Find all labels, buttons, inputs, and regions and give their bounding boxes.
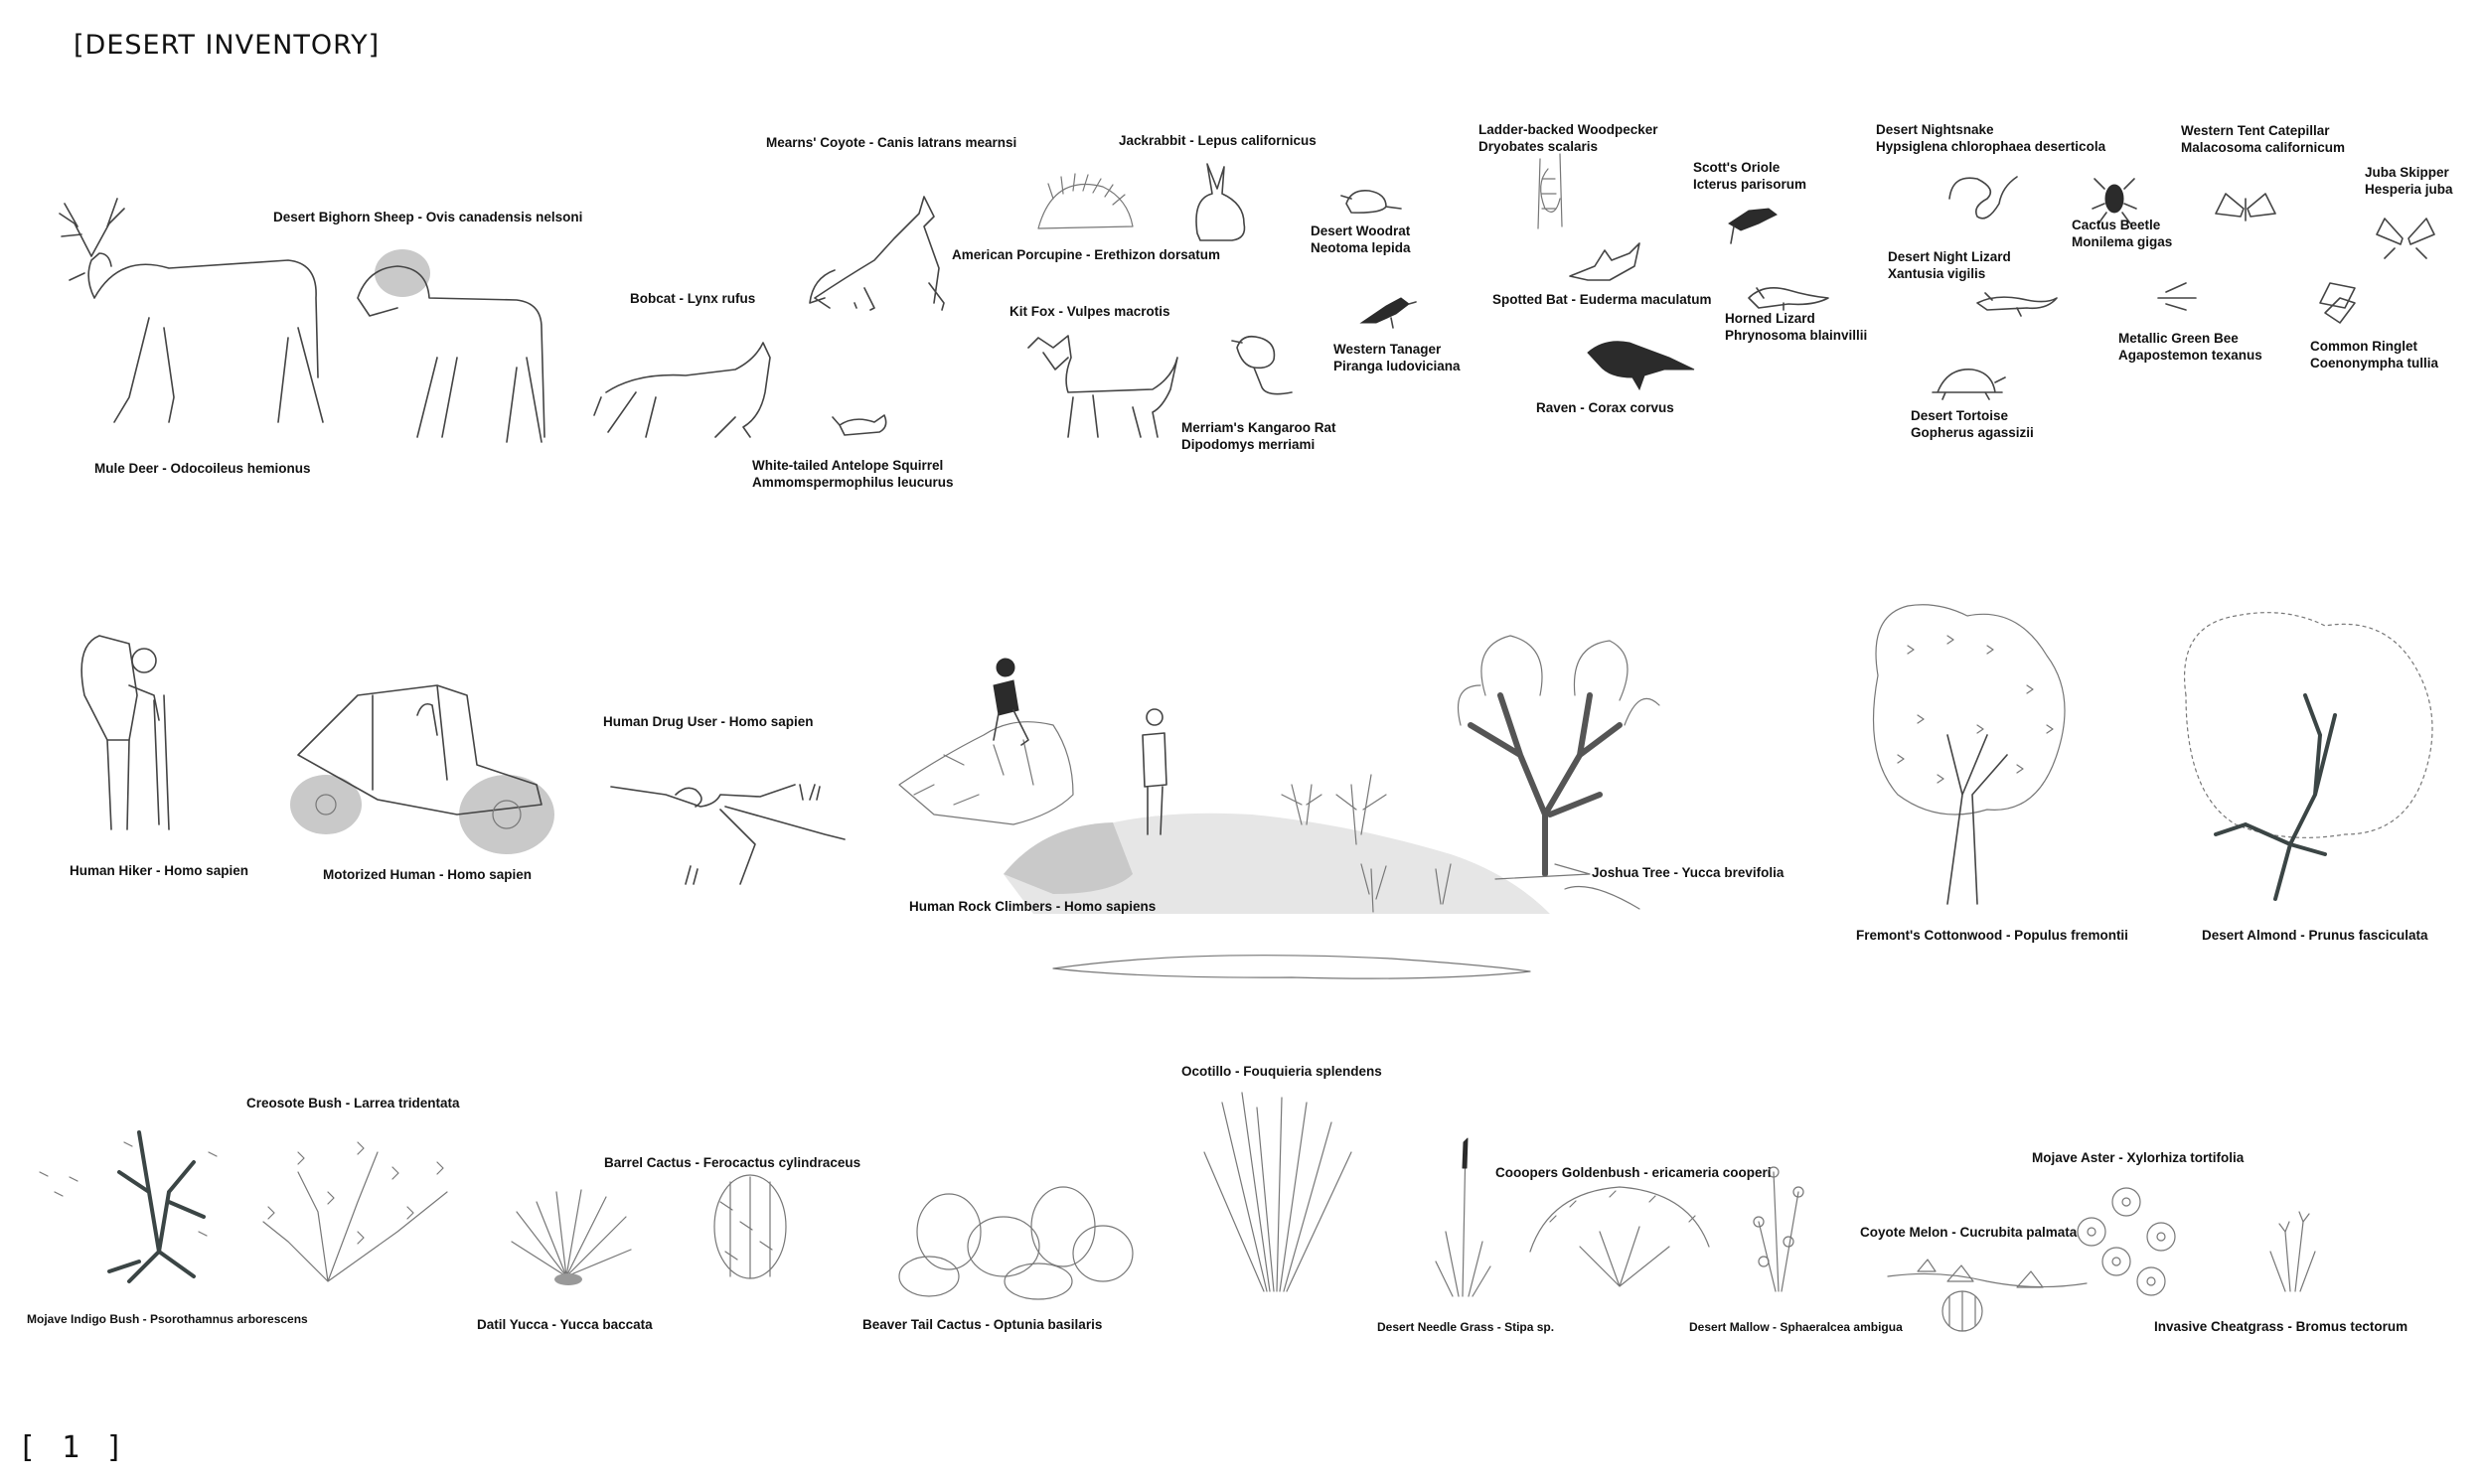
label-tanager-latin: Piranga ludoviciana [1333,359,1461,373]
jackrabbit-drawing [1196,164,1245,240]
label-cactus-beetle [2072,217,2172,250]
label-night-lizard-common: Desert Night Lizard [1888,249,2011,264]
label-common-ringlet-common: Common Ringlet [2310,339,2417,354]
tent-caterpillar-drawing [2216,194,2275,221]
label-kangaroo-rat-common: Merriam's Kangaroo Rat [1181,420,1336,435]
label-woodrat-common: Desert Woodrat [1311,223,1411,238]
label-nightsnake [1876,121,2105,155]
label-bighorn-sheep: Desert Bighorn Sheep - Ovis canadensis nelsoni [273,210,583,224]
label-hiker: Human Hiker - Homo sapien [70,863,249,878]
label-coyote-melon: Coyote Melon - Cucrubita palmata [1860,1225,2078,1240]
bobcat-drawing [594,343,770,437]
label-mojave-aster: Mojave Aster - Xylorhiza tortifolia [2032,1150,2245,1165]
drug-user-drawing [611,785,845,884]
creosote-drawing [263,1142,447,1281]
scotts-oriole-drawing [1729,209,1777,243]
antelope-squirrel-drawing [833,415,886,435]
label-common-ringlet-latin: Coenonympha tullia [2310,356,2439,371]
label-horned-lizard-latin: Phrynosoma blainvillii [1725,328,1868,343]
beaver-tail-drawing [899,1187,1133,1299]
label-tent-caterpillar-latin: Malacosoma californicum [2181,140,2346,155]
label-tortoise [1911,407,2034,441]
label-desert-almond: Desert Almond - Prunus fasciculata [2202,928,2428,943]
label-ocotillo: Ocotillo - Fouquieria splendens [1181,1064,1382,1079]
label-horned-lizard [1725,310,1867,344]
spotted-bat-drawing [1570,243,1639,280]
label-tanager-common: Western Tanager [1333,342,1442,357]
label-mallow: Desert Mallow - Sphaeralcea ambigua [1689,1320,1903,1334]
label-drug-user: Human Drug User - Homo sapien [603,714,814,729]
page-number: [ 1 ] [18,1430,128,1465]
needle-grass-drawing [1436,1138,1490,1296]
label-beaver-tail: Beaver Tail Cactus - Optunia basilaris [862,1317,1103,1332]
label-antelope-squirrel-common: White-tailed Antelope Squirrel [752,458,944,473]
coyote-drawing [810,197,944,310]
ocotillo-drawing [1204,1093,1351,1291]
label-antelope-squirrel-latin: Ammomspermophilus leucurus [752,475,954,490]
woodrat-drawing [1341,191,1401,213]
horned-lizard-drawing [1749,288,1828,310]
label-coyote: Mearns' Coyote - Canis latrans mearnsi [766,135,1017,150]
label-common-ringlet [2310,338,2438,371]
label-cottonwood: Fremont's Cottonwood - Populus fremontii [1856,928,2128,943]
label-night-lizard-latin: Xantusia vigilis [1888,266,1986,281]
label-green-bee-common: Metallic Green Bee [2118,331,2239,346]
desert-almond-drawing [2185,613,2432,899]
label-bobcat: Bobcat - Lynx rufus [630,291,756,306]
label-barrel-cactus: Barrel Cactus - Ferocactus cylindraceus [604,1155,861,1170]
label-oriole [1693,159,1806,193]
label-rock-climbers: Human Rock Climbers - Homo sapiens [909,899,1157,914]
label-tent-caterpillar-common: Western Tent Catepillar [2181,123,2330,138]
label-cactus-beetle-common: Cactus Beetle [2072,218,2161,232]
label-spotted-bat: Spotted Bat - Euderma maculatum [1492,292,1712,307]
cheatgrass-drawing [2270,1212,2315,1291]
label-porcupine: American Porcupine - Erethizon dorsatum [952,247,1221,262]
label-green-bee [2118,330,2262,364]
label-cheatgrass: Invasive Cheatgrass - Bromus tectorum [2154,1319,2408,1334]
label-woodpecker-common: Ladder-backed Woodpecker [1478,122,1658,137]
label-goldenbush: Cooopers Goldenbush - ericameria cooperi [1495,1165,1772,1180]
datil-yucca-drawing [512,1190,631,1285]
porcupine-drawing [1038,174,1133,228]
label-joshua-tree: Joshua Tree - Yucca brevifolia [1592,865,1785,880]
label-tortoise-common: Desert Tortoise [1911,408,2009,423]
hiker-drawing [81,636,169,829]
label-needle-grass: Desert Needle Grass - Stipa sp. [1377,1320,1555,1334]
label-datil-yucca: Datil Yucca - Yucca baccata [477,1317,653,1332]
cottonwood-drawing [1874,605,2066,904]
label-creosote: Creosote Bush - Larrea tridentata [246,1096,460,1111]
label-juba-skipper-common: Juba Skipper [2365,165,2449,180]
bighorn-sheep-drawing [358,249,544,442]
mojave-aster-drawing [2078,1188,2175,1295]
label-oriole-latin: Icterus parisorum [1693,177,1807,192]
label-indigo-bush: Mojave Indigo Bush - Psorothamnus arborescens [27,1312,308,1326]
goldenbush-drawing [1530,1187,1709,1286]
woodpecker-drawing [1538,154,1562,228]
barrel-cactus-drawing [714,1175,786,1278]
label-nightsnake-common: Desert Nightsnake [1876,122,1994,137]
label-raven: Raven - Corax corvus [1536,400,1674,415]
mule-deer-drawing [60,199,323,422]
label-tent-caterpillar [2181,122,2345,156]
night-lizard-drawing [1977,293,2057,316]
label-woodpecker [1478,121,1658,155]
common-ringlet-drawing [2320,283,2355,323]
kangaroo-rat-drawing [1232,337,1292,394]
juba-skipper-drawing [2377,219,2434,258]
label-kit-fox: Kit Fox - Vulpes macrotis [1009,304,1170,319]
western-tanager-drawing [1361,298,1416,328]
rock-climbers-scene [899,659,1550,978]
label-green-bee-latin: Agapostemon texanus [2118,348,2262,363]
green-bee-drawing [2158,283,2196,310]
tortoise-drawing [1933,370,2005,399]
desert-mallow-drawing [1754,1167,1803,1291]
label-tortoise-latin: Gopherus agassizii [1911,425,2034,440]
label-night-lizard [1888,248,2011,282]
label-woodrat-latin: Neotoma lepida [1311,240,1411,255]
label-mule-deer: Mule Deer - Odocoileus hemionus [94,461,311,476]
label-woodrat [1311,223,1411,256]
label-nightsnake-latin: Hypsiglena chlorophaea deserticola [1876,139,2106,154]
label-motorized: Motorized Human - Homo sapien [323,867,533,882]
label-oriole-common: Scott's Oriole [1693,160,1781,175]
label-kangaroo-rat [1181,419,1336,453]
label-tanager [1333,341,1461,374]
raven-drawing [1588,342,1694,389]
label-jackrabbit: Jackrabbit - Lepus californicus [1119,133,1317,148]
label-juba-skipper-latin: Hesperia juba [2365,182,2453,197]
utv-drawing [290,685,554,854]
label-juba-skipper [2365,164,2453,198]
kit-fox-drawing [1028,336,1177,437]
page-title: [DESERT INVENTORY] [74,30,381,61]
label-horned-lizard-common: Horned Lizard [1725,311,1815,326]
label-antelope-squirrel [752,457,954,491]
coyote-melon-drawing [1888,1260,2087,1331]
nightsnake-drawing [1949,177,2017,219]
label-woodpecker-latin: Dryobates scalaris [1478,139,1599,154]
label-kangaroo-rat-latin: Dipodomys merriami [1181,437,1316,452]
label-cactus-beetle-latin: Monilema gigas [2072,234,2173,249]
indigo-bush-drawing [40,1132,217,1281]
